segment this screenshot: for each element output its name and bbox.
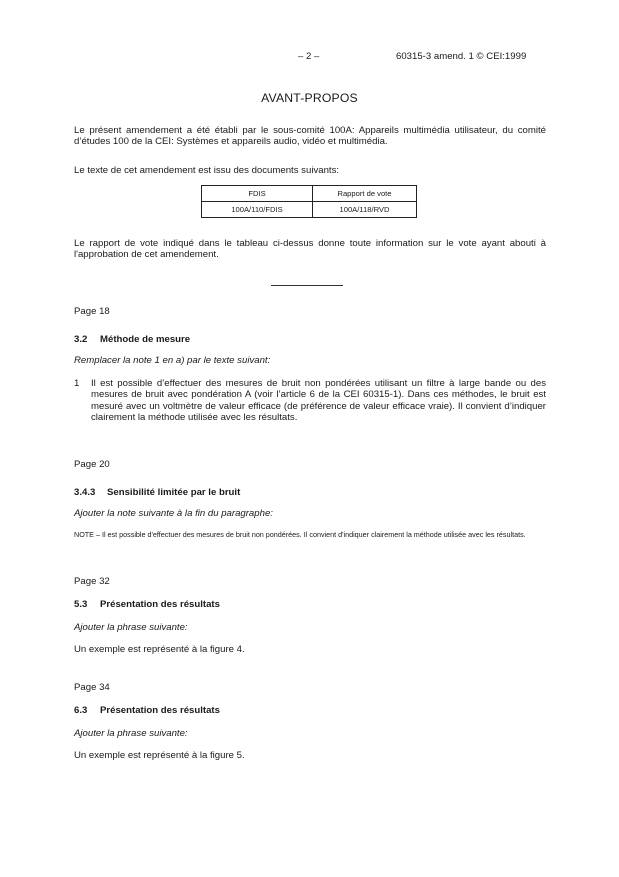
- vote-table: [201, 185, 417, 218]
- separator-rule: [271, 285, 343, 286]
- section-number: 5.3: [74, 599, 88, 610]
- section-number: 3.2: [74, 334, 88, 345]
- vote-table-header-rapport: Rapport de vote: [313, 186, 417, 202]
- vote-table-cell-rvd: 100A/118/RVD: [313, 202, 417, 218]
- example-text-6-3: Un exemple est représenté à la figure 5.: [74, 750, 245, 761]
- section-heading-3-2: [74, 334, 190, 345]
- instruction-6-3: Ajouter la phrase suivante:: [74, 728, 188, 739]
- note-item-number: 1: [74, 378, 80, 389]
- page-title: AVANT-PROPOS: [261, 91, 358, 105]
- vote-table-header-fdis: FDIS: [202, 186, 313, 202]
- section-heading-6-3: [74, 705, 220, 716]
- page-reference-34: Page 34: [74, 682, 110, 693]
- instruction-5-3: Ajouter la phrase suivante:: [74, 622, 188, 633]
- document-reference: 60315-3 amend. 1 © CEI:1999: [396, 51, 527, 62]
- instruction-3-4-3: Ajouter la note suivante à la fin du paragraphe:: [74, 508, 273, 519]
- section-heading-3-4-3: [74, 487, 240, 498]
- source-documents-paragraph: Le texte de cet amendement est issu des documents suivants:: [74, 165, 340, 176]
- section-heading-5-3: [74, 599, 220, 610]
- vote-table-row: [202, 202, 417, 218]
- page-reference-20: Page 20: [74, 459, 110, 470]
- section-title: Présentation des résultats: [100, 705, 220, 716]
- page-reference-32: Page 32: [74, 576, 110, 587]
- section-title: Présentation des résultats: [100, 599, 220, 610]
- note-text: NOTE – Il est possible d'effectuer des mesures de bruit non pondérées. Il convient d'indiquer clairement la méthode utilisée avec les résultats.: [74, 530, 526, 539]
- example-text-5-3: Un exemple est représenté à la figure 4.: [74, 644, 245, 655]
- section-title: Méthode de mesure: [100, 334, 191, 345]
- vote-table-cell-fdis: 100A/110/FDIS: [202, 202, 313, 218]
- page-reference-18: Page 18: [74, 306, 110, 317]
- vote-table-header-row: [202, 186, 417, 202]
- page-number: – 2 –: [298, 51, 320, 62]
- section-number: 6.3: [74, 705, 88, 716]
- instruction-3-2: Remplacer la note 1 en a) par le texte suivant:: [74, 355, 271, 366]
- section-title: Sensibilité limitée par le bruit: [107, 487, 241, 498]
- vote-report-paragraph: Le rapport de vote indiqué dans le tableau ci-dessus donne toute information sur le vote ayant abouti à l'approbation de cet amendement.: [74, 238, 546, 261]
- section-number: 3.4.3: [74, 487, 96, 498]
- note-item-text: Il est possible d’effectuer des mesures de bruit non pondérées utilisant un filtre à large bande ou des mesures de bruit avec pondération A (voir l’article 6 de la CEI 60315-1). Dans ces méthodes, le bruit est mesuré avec un voltmètre de valeur efficace (de préférence de valeur efficace vraie). Il convient d’indiquer clairement la méthode utilisée avec les résultats.: [91, 378, 546, 424]
- intro-paragraph: Le présent amendement a été établi par le sous-comité 100A: Appareils multimédia utilisateur, du comité d’études 100 de la CEI: Systèmes et appareils audio, vidéo et multimédia.: [74, 125, 546, 148]
